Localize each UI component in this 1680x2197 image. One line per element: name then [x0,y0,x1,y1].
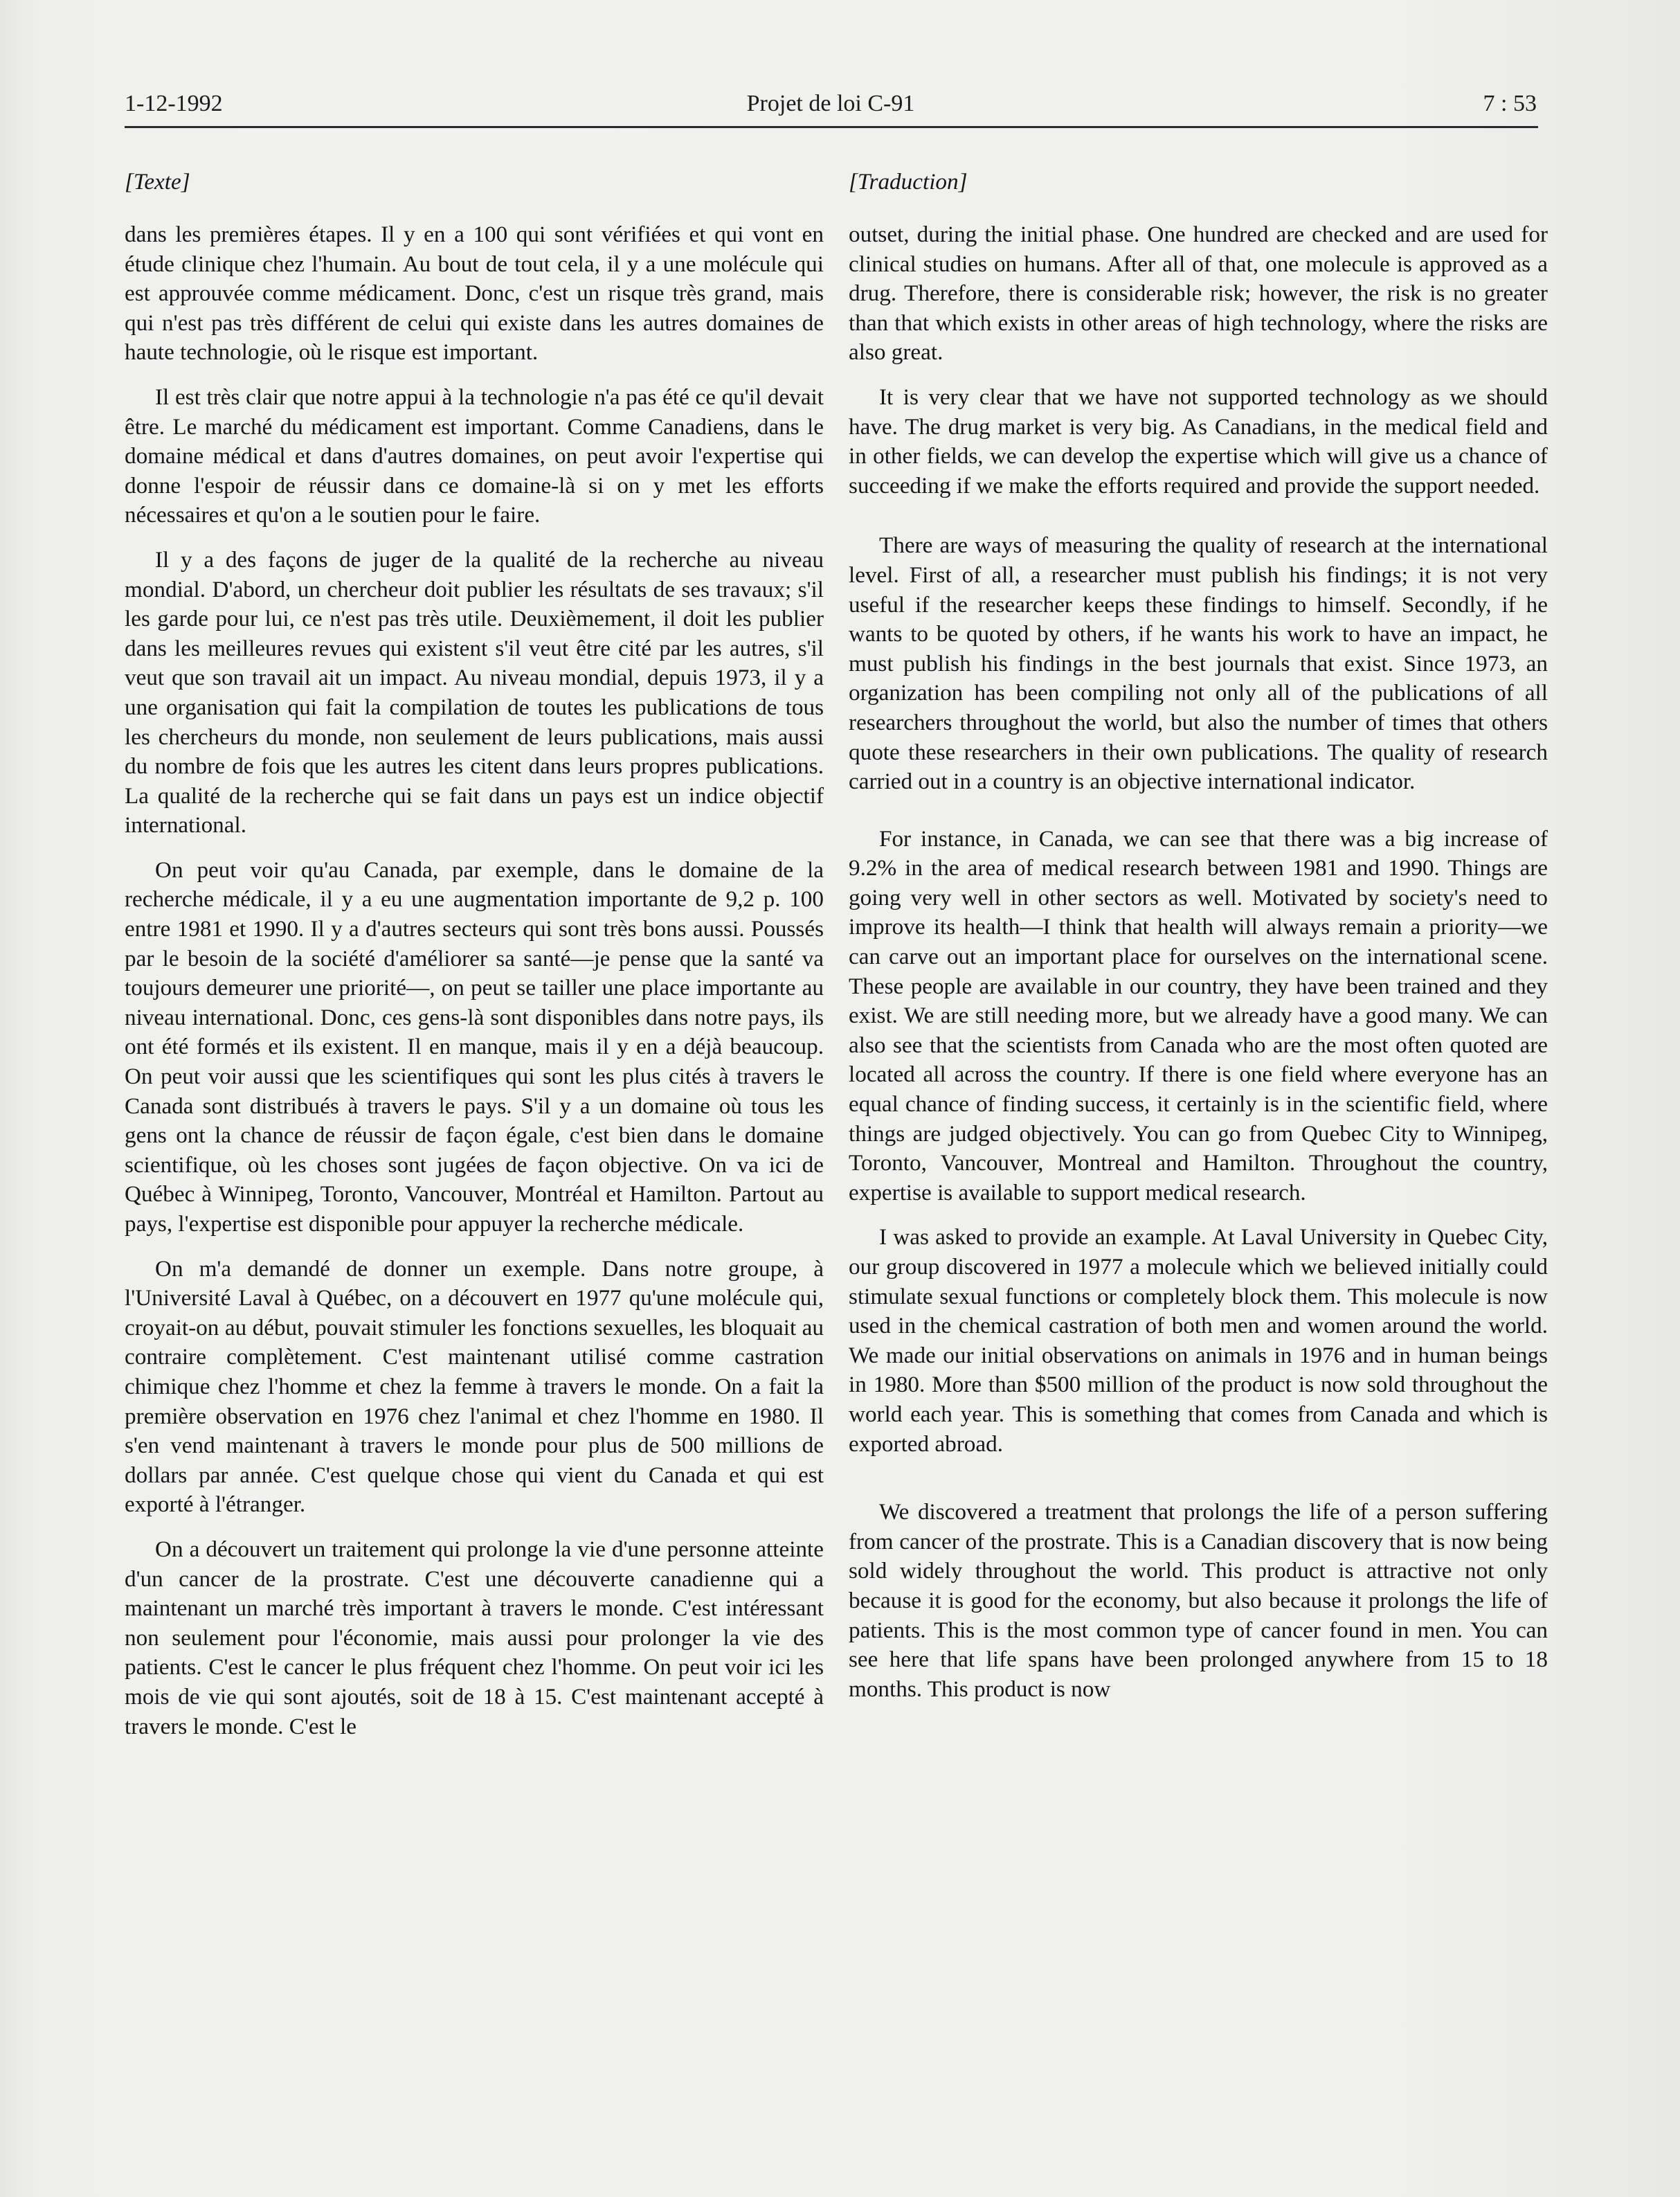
paragraph: Il y a des façons de juger de la qualité de la recherche au niveau mondial. D'abord, un chercheur doit publier les résultats de ses travaux; s'il les garde pour lui, ce n'est pas très utile. Deuxièmement, il doit les publier dans les meilleures revues qui existent s'il veut être cité par les autres, s'il veut que son travail ait un impact. Au niveau mondial, depuis 1973, il y a une organisation qui fait la compilation de toutes les publications de tous les chercheurs du monde, non seulement de leurs publications, mais aussi du nombre de fois que les autres les citent dans leurs propres publications. La qualité de la recherche qui se fait dans un pays est un indice objectif international. [125,546,824,839]
header-title: Projet de loi C-91 [746,91,915,116]
paragraph: I was asked to provide an example. At Laval University in Quebec City, our group discovered in 1977 a molecule which we believed initially could stimulate sexual functions or completely block them. This molecule is now used in the chemical castration of both men and women around the world. We made our initial observations on animals in 1976 and in human beings in 1980. More than $500 million of the product is now sold throughout the world each year. This is something that comes from Canada and which is exported abroad. [849,1224,1548,1457]
paragraph: On peut voir qu'au Canada, par exemple, dans le domaine de la recherche médicale, il y a eu une augmentation importante de 9,2 p. 100 entre 1981 et 1990. Il y a d'autres secteurs qui sont très bons aussi. Poussés par le besoin de la société d'améliorer sa santé—je pense que la santé va toujours demeurer une priorité—, on peut se tailler une place importante au niveau international. Donc, ces gens-là sont disponibles dans notre pays, ils ont été formés et ils existent. Il en manque, mais il y en a déjà beaucoup. On peut voir aussi que les scientifiques qui sont les plus cités à travers le Canada sont distribués à travers le pays. S'il y a un domaine où tous les gens ont la chance de réussir de façon égale, c'est bien dans le domaine scientifique, où les choses sont jugées de façon objective. On va ici de Québec à Winnipeg, Toronto, Vancouver, Montréal et Hamilton. Partout au pays, l'expertise est disponible pour appuyer la recherche médicale. [125,857,824,1237]
paragraph: We discovered a treatment that prolongs the life of a person suffering from cancer of the prostrate. This is a Canadian discovery that is now being sold widely throughout the world. This product is attractive not only because it is good for the economy, but also because it prolongs the life of patients. This is the most common type of cancer found in men. You can see here that life spans have been prolonged anywhere from 15 to 18 months. This product is now [849,1499,1548,1702]
paragraph: Il est très clair que notre appui à la technologie n'a pas été ce qu'il devait être. Le marché du médicament est important. Comme Canadiens, dans le domaine médical et dans d'autres domaines, on peut avoir l'expertise qui donne l'espoir de réussir dans ce domaine-là si on y met les efforts nécessaires et qu'on a le soutien pour le faire. [125,384,824,528]
paragraph: outset, during the initial phase. One hundred are checked and are used for clinical studies on humans. After all of that, one molecule is approved as a drug. Therefore, there is considerable risk; however, the risk is no greater than that which exists in other areas of high technology, where the risks are also great. [849,222,1548,366]
header-divider [125,126,1538,128]
paragraph: There are ways of measuring the quality of research at the international level. First of all, a researcher must publish his findings; it is not very useful if the researcher keeps these findings to himself. Secondly, if he wants to be quoted by others, if he wants his work to have an impact, he must publish his findings in the best journals that exist. Since 1973, an organization has been compiling not only all of the publications of all researchers throughout the world, but also the number of times that others quote these researchers in their own publications. The quality of research carried out in a country is an objective international indicator. [849,532,1548,795]
paragraph: dans les premières étapes. Il y en a 100 qui sont vérifiées et qui vont en étude clinique chez l'humain. Au bout de tout cela, il y a une molécule qui est approuvée comme médicament. Donc, c'est un risque très grand, mais qui n'est pas très différent de celui qui existe dans les autres domaines de haute technologie, où le risque est important. [125,222,824,366]
french-text-column [125,168,824,1757]
header-page-number: 7 : 53 [1483,91,1537,116]
column-label-texte: [Texte] [125,169,190,195]
header-date: 1-12-1992 [125,91,223,116]
page-header [125,89,1537,125]
column-label-traduction: [Traduction] [849,169,968,195]
english-translation-column [849,168,1548,1719]
paragraph: On m'a demandé de donner un exemple. Dans notre groupe, à l'Université Laval à Québec, on a découvert en 1977 qu'une molécule qui, croyait-on au début, pouvait stimuler les fonctions sexuelles, les bloquait au contraire complètement. C'est maintenant utilisé comme castration chimique chez l'homme et chez la femme à travers le monde. On a fait la première observation en 1976 chez l'animal et chez l'homme en 1980. Il s'en vend maintenant à travers le monde pour plus de 500 millions de dollars par année. C'est quelque chose qui vient du Canada et qui est exporté à l'étranger. [125,1255,824,1518]
paragraph: On a découvert un traitement qui prolonge la vie d'une personne atteinte d'un cancer de la prostrate. C'est une découverte canadienne qui a maintenant un marché très important à travers le monde. C'est intéressant non seulement pour l'économie, mais aussi pour prolonger la vie des patients. C'est le cancer le plus fréquent chez l'homme. On peut voir ici les mois de vie qui sont ajoutés, soit de 18 à 15. C'est maintenant accepté à travers le monde. C'est le [125,1536,824,1739]
paragraph: For instance, in Canada, we can see that there was a big increase of 9.2% in the area of medical research between 1981 and 1990. Things are going very well in other sectors as well. Motivated by society's need to improve its health—I think that health will always remain a priority—we can carve out an important place for ourselves on the international scene. These people are available in our country, they have been trained and they exist. We are still needing more, but we already have a good many. We can also see that the scientists from Canada who are the most often quoted are located all across the country. If there is one field where everyone has an equal chance of finding success, it certainly is in the scientific field, where things are judged objectively. You can go from Quebec City to Winnipeg, Toronto, Vancouver, Montreal and Hamilton. Throughout the country, expertise is available to support medical research. [849,825,1548,1205]
paragraph: It is very clear that we have not supported technology as we should have. The drug market is very big. As Canadians, in the medical field and in other fields, we can develop the expertise which will give us a chance of succeeding if we make the efforts required and provide the support needed. [849,384,1548,499]
